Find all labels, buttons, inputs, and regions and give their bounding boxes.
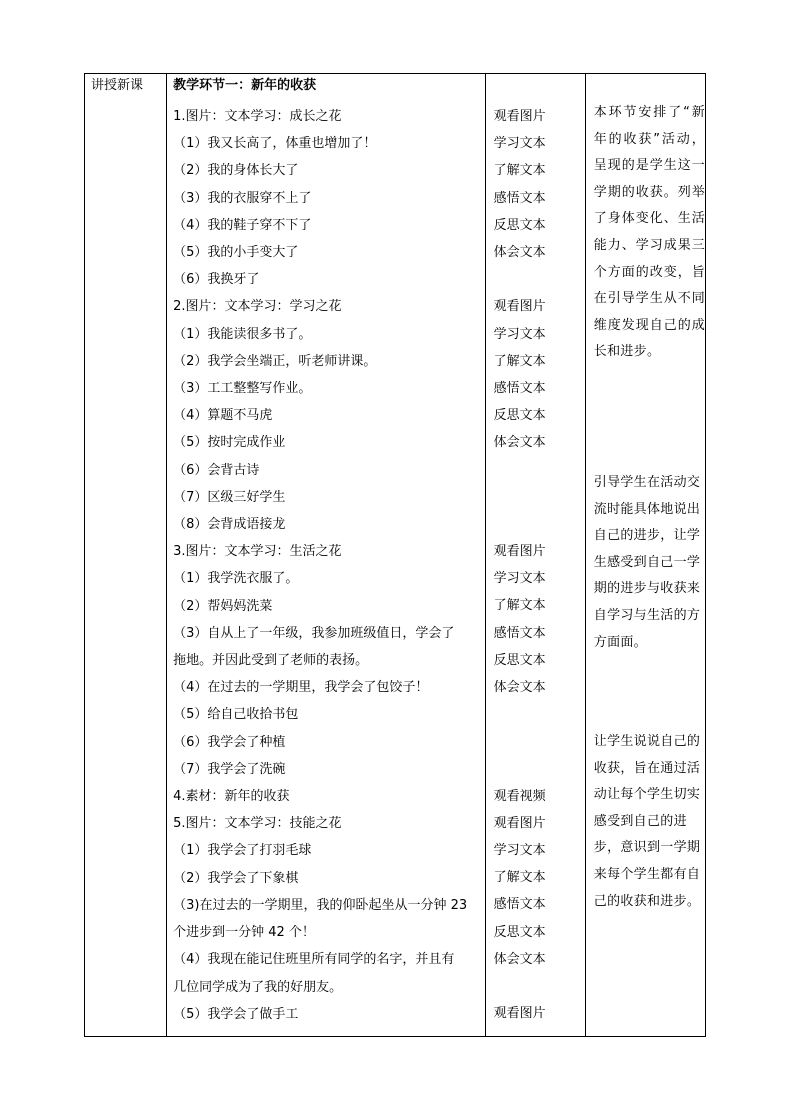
- activity-item: 体会文本: [493, 951, 546, 967]
- lesson-plan-table: [84, 73, 706, 1037]
- section-heading: 教学环节一：新年的收获: [173, 78, 317, 93]
- activity-item: 感悟文本: [493, 897, 546, 913]
- activity-item: 了解文本: [493, 353, 546, 369]
- content-line: （6）会背古诗: [173, 462, 260, 478]
- content-line: 4.素材：新年的收获: [173, 789, 290, 805]
- activity-item: 观看图片: [493, 815, 546, 831]
- activity-item: 了解文本: [493, 870, 546, 886]
- activity-item: 学习文本: [493, 843, 546, 859]
- content-line: （4）我现在能记住班里所有同学的名字，并且有: [173, 952, 455, 968]
- content-line: （4）在过去的一学期里，我学会了包饺子！: [173, 680, 429, 696]
- content-line: （4）算题不马虎: [173, 408, 273, 424]
- content-line: （7）我学会了洗碗: [173, 761, 286, 777]
- content-line: （3)在过去的一学期里，我的仰卧起坐从一分钟 23: [173, 897, 468, 913]
- content-line: 个进步到一分钟 42 个！: [173, 925, 315, 941]
- content-cell: [167, 74, 486, 1037]
- activity-item: 了解文本: [493, 598, 546, 614]
- activity-item: 体会文本: [493, 679, 546, 695]
- activity-item: 观看图片: [493, 1006, 546, 1022]
- design-note: 本环节安排了“新年的收获”活动，呈现的是学生这一学期的收获。列举了身体变化、生活能力、学习成果三个方面的改变，旨在引导学生从不同维度发现自己的成长和进步。: [593, 105, 705, 360]
- content-line: 3.图片：文本学习：生活之花: [173, 544, 342, 560]
- activity-item: 体会文本: [493, 435, 546, 451]
- activity-item: 观看图片: [493, 544, 546, 559]
- content-line: 几位同学成为了我的好朋友。: [173, 979, 343, 995]
- content-line: （2）我学会坐端正，听老师讲课。: [173, 353, 377, 369]
- section-label-cell: [85, 74, 167, 1037]
- activity-item: 了解文本: [493, 163, 546, 179]
- activity-item: 学习文本: [493, 326, 546, 342]
- content-line: （2）我学会了下象棋: [173, 870, 299, 886]
- activity-item: 感悟文本: [493, 625, 546, 641]
- content-line: （4）我的鞋子穿不下了: [173, 217, 312, 233]
- table-row: [85, 74, 706, 1037]
- content-line: （6）我换牙了: [173, 272, 260, 288]
- design-note: 引导学生在活动交流时能具体地说出自己的进步，让学生感受到自己一学期的进步与收获来自学习与生活的方方面面。: [593, 474, 701, 650]
- activity-item: 学习文本: [493, 571, 546, 587]
- section-label: 讲授新课: [91, 78, 144, 93]
- content-line: （1）我能读很多书了。: [173, 326, 312, 342]
- design-note: 让学生说说自己的收获，旨在通过活动让每个学生切实感受到自己的进步，意识到一学期来每个学生都有自己的收获和进步。: [593, 734, 701, 909]
- activity-item: 学习文本: [493, 136, 546, 152]
- activity-item: 观看视频: [493, 788, 546, 804]
- content-line: （8）会背成语接龙: [173, 517, 286, 533]
- activity-item: 感悟文本: [493, 380, 546, 396]
- content-line: （5）按时完成作业: [173, 435, 286, 451]
- activity-item: 体会文本: [493, 244, 546, 260]
- content-line: （5）我的小手变大了: [173, 245, 299, 261]
- content-line: （7）区级三好学生: [173, 489, 286, 505]
- content-line: （2）帮妈妈洗菜: [173, 598, 273, 614]
- content-line: 拖地。并因此受到了老师的表扬。: [173, 653, 369, 669]
- activity-item: 观看图片: [493, 109, 546, 124]
- content-line: （1）我学会了打羽毛球: [173, 843, 312, 859]
- activity-item: 反思文本: [493, 408, 546, 424]
- content-line: 1.图片：文本学习：成长之花: [173, 109, 342, 124]
- activity-item: 反思文本: [493, 924, 546, 940]
- activity-item: 观看图片: [493, 299, 546, 315]
- content-line: 2.图片：文本学习：学习之花: [173, 299, 342, 315]
- content-line: （3）工工整整写作业。: [173, 381, 312, 397]
- content-line: （1）我又长高了，体重也增加了！: [173, 136, 377, 152]
- content-line: （5）我学会了做手工: [173, 1006, 299, 1022]
- notes-cell: [585, 74, 705, 1037]
- content-line: （3）自从上了一年级，我参加班级值日，学会了: [173, 625, 455, 641]
- content-line: （6）我学会了种植: [173, 734, 286, 750]
- content-line: （1）我学洗衣服了。: [173, 571, 299, 587]
- content-line: （5）给自己收拾书包: [173, 707, 299, 723]
- activity-cell: [485, 74, 585, 1037]
- activity-item: 反思文本: [493, 652, 546, 668]
- content-line: 5.图片：文本学习：技能之花: [173, 816, 342, 832]
- content-line: （2）我的身体长大了: [173, 163, 299, 179]
- content-line: （3）我的衣服穿不上了: [173, 190, 312, 206]
- activity-item: 感悟文本: [493, 190, 546, 206]
- activity-item: 反思文本: [493, 217, 546, 233]
